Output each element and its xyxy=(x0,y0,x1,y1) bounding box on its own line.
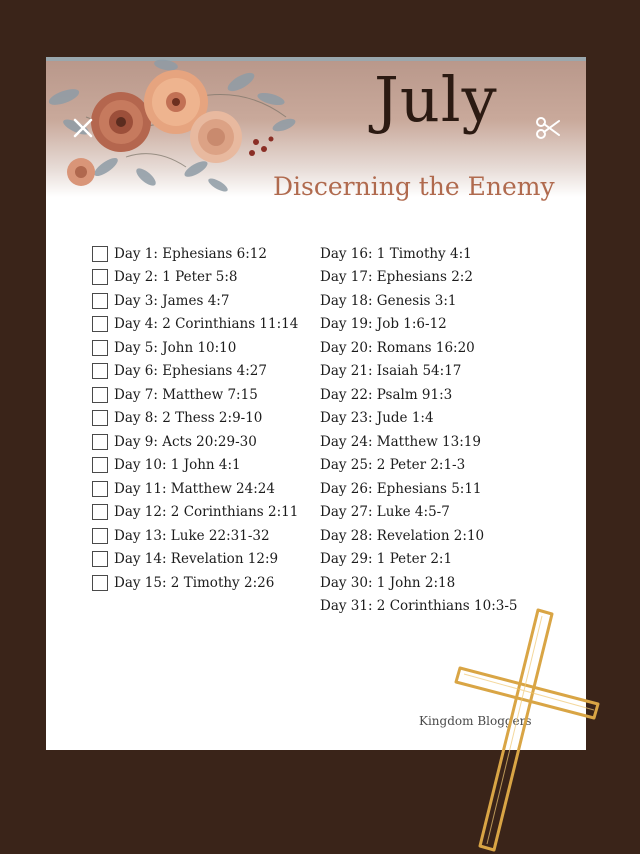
reading-label: Day 14: Revelation 12:9 xyxy=(114,551,279,568)
reading-label: Day 1: Ephesians 6:12 xyxy=(114,245,267,262)
cross-icon xyxy=(440,600,610,854)
reading-label: Day 5: John 10:10 xyxy=(114,339,237,356)
checkbox[interactable] xyxy=(92,340,108,356)
scissors-icon[interactable] xyxy=(535,115,561,141)
readings-column-left xyxy=(92,242,298,595)
reading-item xyxy=(92,501,298,525)
reading-label: Day 25: 2 Peter 2:1-3 xyxy=(320,457,466,474)
reading-item xyxy=(92,548,298,572)
close-icon[interactable] xyxy=(72,117,94,139)
checkbox[interactable] xyxy=(92,504,108,520)
reading-item xyxy=(320,430,517,454)
plan-subtitle: Discerning the Enemy xyxy=(273,172,555,201)
reading-label: Day 20: Romans 16:20 xyxy=(320,339,475,356)
reading-item xyxy=(320,313,517,337)
reading-label: Day 15: 2 Timothy 2:26 xyxy=(114,574,275,591)
checkbox[interactable] xyxy=(92,246,108,262)
checkbox[interactable] xyxy=(92,363,108,379)
reading-item xyxy=(92,336,298,360)
reading-item xyxy=(320,548,517,572)
reading-item xyxy=(92,430,298,454)
checkbox[interactable] xyxy=(92,575,108,591)
reading-label: Day 24: Matthew 13:19 xyxy=(320,433,481,450)
reading-item xyxy=(92,571,298,595)
reading-item xyxy=(92,383,298,407)
checkbox[interactable] xyxy=(92,269,108,285)
reading-label: Day 26: Ephesians 5:11 xyxy=(320,480,482,497)
checkbox[interactable] xyxy=(92,410,108,426)
checkbox[interactable] xyxy=(92,387,108,403)
reading-label: Day 7: Matthew 7:15 xyxy=(114,386,258,403)
reading-label: Day 16: 1 Timothy 4:1 xyxy=(320,245,472,262)
reading-label: Day 21: Isaiah 54:17 xyxy=(320,363,462,380)
reading-label: Day 6: Ephesians 4:27 xyxy=(114,363,267,380)
reading-item xyxy=(92,289,298,313)
reading-item xyxy=(320,383,517,407)
reading-label: Day 9: Acts 20:29-30 xyxy=(114,433,257,450)
checkbox[interactable] xyxy=(92,528,108,544)
reading-item xyxy=(92,266,298,290)
reading-item xyxy=(320,454,517,478)
reading-label: Day 10: 1 John 4:1 xyxy=(114,457,241,474)
reading-label: Day 29: 1 Peter 2:1 xyxy=(320,551,453,568)
reading-item xyxy=(320,524,517,548)
reading-label: Day 17: Ephesians 2:2 xyxy=(320,269,473,286)
reading-item xyxy=(320,407,517,431)
reading-item xyxy=(92,454,298,478)
reading-item xyxy=(320,336,517,360)
reading-item xyxy=(92,524,298,548)
checkbox[interactable] xyxy=(92,551,108,567)
checkbox[interactable] xyxy=(92,316,108,332)
reading-item xyxy=(320,571,517,595)
reading-label: Day 3: James 4:7 xyxy=(114,292,230,309)
reading-item xyxy=(320,266,517,290)
reading-label: Day 11: Matthew 24:24 xyxy=(114,480,275,497)
reading-item xyxy=(92,242,298,266)
reading-label: Day 28: Revelation 2:10 xyxy=(320,527,485,544)
reading-label: Day 30: 1 John 2:18 xyxy=(320,574,456,591)
month-title: July xyxy=(374,63,498,136)
checkbox[interactable] xyxy=(92,457,108,473)
checkbox[interactable] xyxy=(92,481,108,497)
reading-item xyxy=(320,501,517,525)
checkbox[interactable] xyxy=(92,434,108,450)
reading-item xyxy=(92,407,298,431)
reading-label: Day 19: Job 1:6-12 xyxy=(320,316,447,333)
reading-item xyxy=(92,477,298,501)
reading-label: Day 4: 2 Corinthians 11:14 xyxy=(114,316,299,333)
reading-item xyxy=(92,313,298,337)
reading-label: Day 31: 2 Corinthians 10:3-5 xyxy=(320,598,518,615)
reading-label: Day 23: Jude 1:4 xyxy=(320,410,434,427)
reading-label: Day 2: 1 Peter 5:8 xyxy=(114,269,238,286)
reading-label: Day 18: Genesis 3:1 xyxy=(320,292,457,309)
reading-item xyxy=(320,477,517,501)
brand-signature: Kingdom Bloggers xyxy=(419,714,532,728)
reading-item xyxy=(320,360,517,384)
reading-label: Day 8: 2 Thess 2:9-10 xyxy=(114,410,263,427)
reading-item xyxy=(92,360,298,384)
reading-label: Day 12: 2 Corinthians 2:11 xyxy=(114,504,299,521)
reading-label: Day 13: Luke 22:31-32 xyxy=(114,527,270,544)
checkbox[interactable] xyxy=(92,293,108,309)
reading-item xyxy=(320,242,517,266)
readings-column-right xyxy=(320,242,517,618)
reading-label: Day 27: Luke 4:5-7 xyxy=(320,504,450,521)
reading-label: Day 22: Psalm 91:3 xyxy=(320,386,453,403)
reading-item xyxy=(320,289,517,313)
